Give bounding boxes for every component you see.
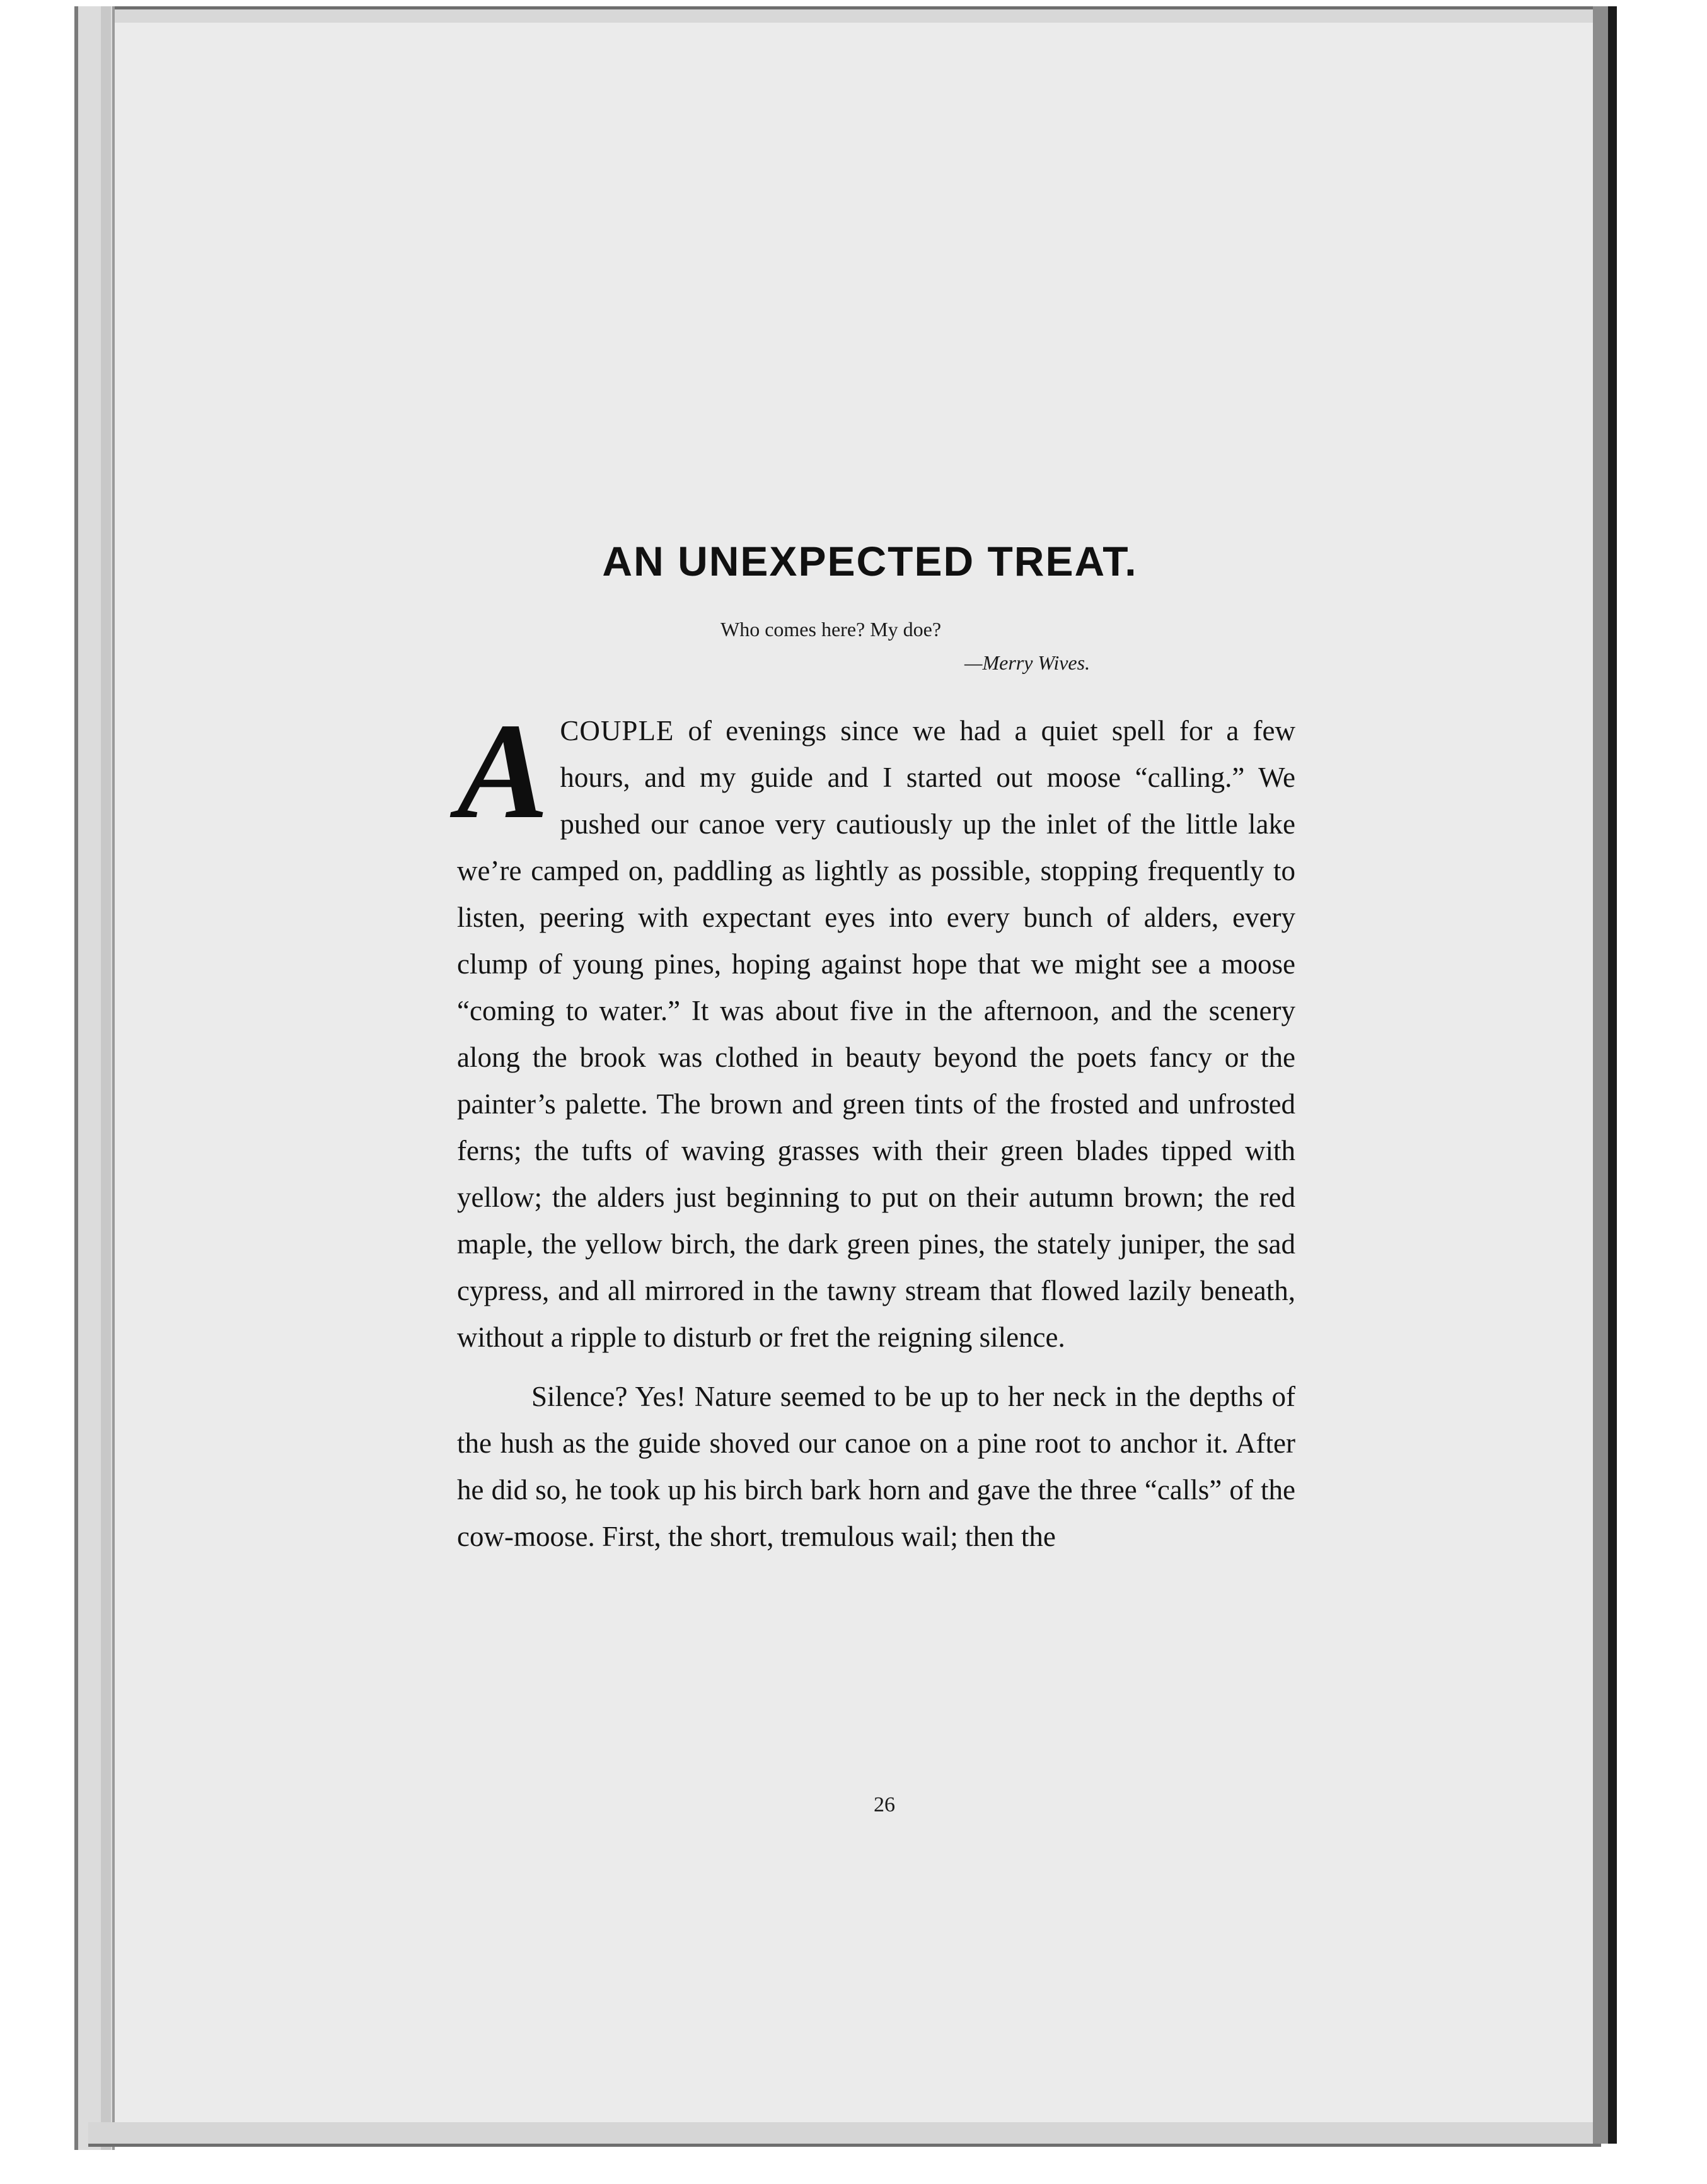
paragraph-1: [457, 695, 1295, 1361]
page-bottom-edge: [88, 2122, 1601, 2147]
book-gutter: [1593, 6, 1608, 2144]
facing-page-sliver: [1617, 6, 1707, 2144]
paragraph-2: Silence? Yes! Nature seemed to be up to her neck in the depths of the hush as the guide shoved our canoe on a pine root to anchor it. After he did so, he took up his birch bark horn and gave the three “calls” of the cow-moose. First, the short, tremulous wail; then the: [457, 1381, 1295, 1552]
chapter-title: AN UNEXPECTED TREAT.: [602, 538, 1138, 584]
body-text: [457, 695, 1295, 1560]
gutter-shadow: [1608, 6, 1617, 2144]
page-stack-edge: [101, 6, 111, 2150]
epigraph-quote: Who comes here? My doe?: [720, 618, 942, 641]
page-number: 26: [874, 1793, 895, 1816]
drop-cap-letter: A: [457, 695, 549, 847]
lead-word: COUPLE: [560, 715, 674, 746]
paragraph-1-text: of evenings since we had a quiet spell for a few hours, and my guide and I started out moose “calling.” We pushed our canoe very cautiously up the inlet of the little lake we’re camped on, paddling as lightly as possible, stopping frequently to listen, peering with expectant eyes into every bunch of alders, every clump of young pines, hoping against hope that we might see a moose “coming to water.” It was about five in the afternoon, and the scenery along the brook was clothed in beauty beyond the poets fancy or the painter’s palette. The brown and green tints of the frosted and unfrosted ferns; the tufts of waving grasses with their green blades tipped with yellow; the alders just beginning to put on their autumn brown; the red maple, the yellow birch, the dark green pines, the stately juniper, the sad cypress, and all mirrored in the tawny stream that flowed lazily beneath, without a ripple to disturb or fret the reigning silence.: [457, 715, 1295, 1353]
epigraph-attribution: —Merry Wives.: [964, 651, 1091, 674]
